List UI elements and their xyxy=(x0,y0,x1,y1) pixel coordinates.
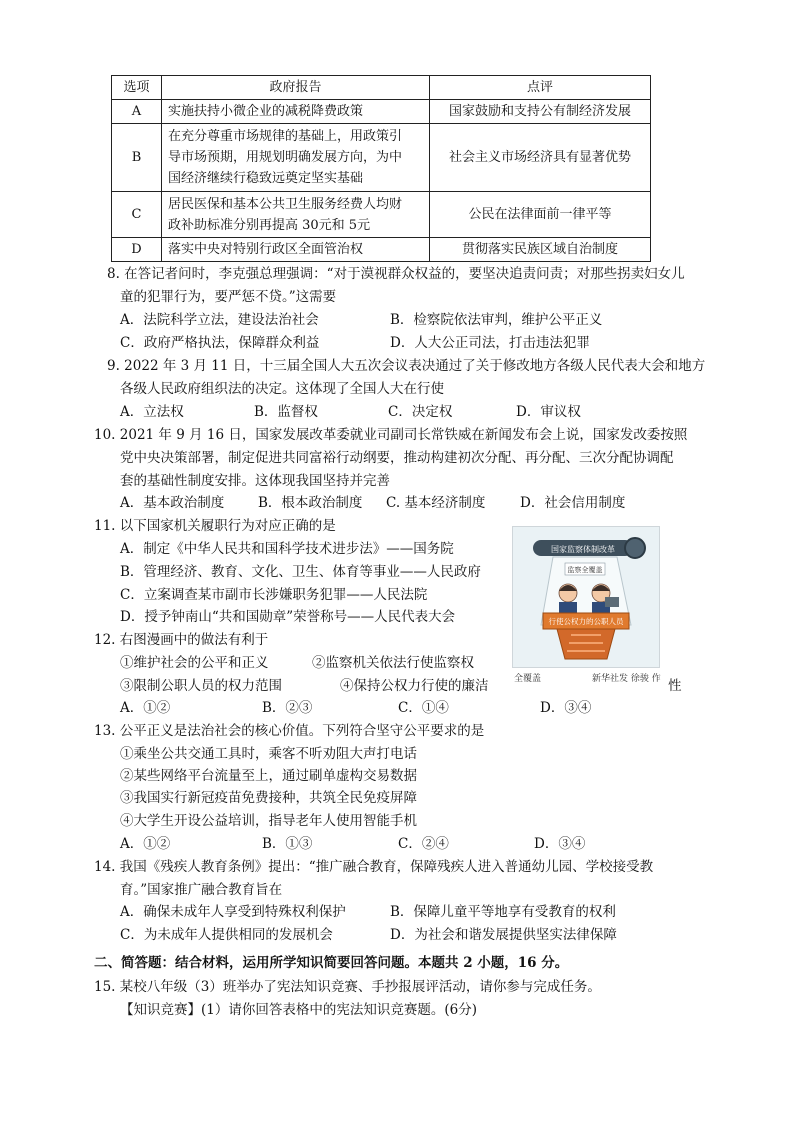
table-cell-comment: 贯彻落实民族区域自治制度 xyxy=(430,238,651,262)
q12-item-3: ③限制公职人员的权力范围 xyxy=(120,678,282,694)
q10-stem-line: 10. 2021 年 9 月 16 日，国家发展改革委就业司副司长常铁威在新闻发布会上说，国家发改委按照 xyxy=(94,427,688,443)
q13-stem: 13. 公平正义是法治社会的核心价值。下列符合坚守公平要求的是 xyxy=(94,723,485,739)
cartoon-drawing xyxy=(513,527,659,667)
q9-option-c: C．决定权 xyxy=(388,404,453,420)
q13-item-4: ④大学生开设公益培训，指导老年人使用智能手机 xyxy=(120,813,417,829)
table-cell-comment: 社会主义市场经济具有显著优势 xyxy=(430,124,651,192)
question-table xyxy=(111,75,651,262)
sign-label: 监察全覆盖 xyxy=(567,566,603,574)
q13-item-3: ③我国实行新冠疫苗免费接种，共筑全民免疫屏障 xyxy=(120,790,417,806)
banner-label: 行使公权力的公职人员 xyxy=(548,617,624,626)
table-cell-comment: 国家鼓励和支持公有制经济发展 xyxy=(430,100,651,124)
q9-stem-line: 9. 2022 年 3 月 11 日，十三届全国人大五次会议表决通过了关于修改地方各级人民代表大会和地方 xyxy=(107,358,706,374)
q13-item-1: ①乘坐公共交通工具时，乘客不听劝阻大声打电话 xyxy=(120,746,417,762)
q13-option-a: A．①② xyxy=(120,836,171,852)
table-cell-option: C xyxy=(112,192,162,238)
q8-option-d: D．人大公正司法，打击违法犯罪 xyxy=(390,335,590,351)
table-row xyxy=(112,124,651,192)
q10-option-c: C. 基本经济制度 xyxy=(386,495,486,511)
table-header-row xyxy=(112,76,651,100)
q8-stem-line: 8. 在答记者问时，李克强总理强调：“对于漠视群众权益的，要坚决追责问责；对那些拐卖妇女儿 xyxy=(107,266,685,282)
q9-option-d: D．审议权 xyxy=(516,404,581,420)
q12-item-tail: 性 xyxy=(668,678,682,694)
q10-stem-line: 党中央决策部署，制定促进共同富裕行动纲要，推动构建初次分配、再分配、三次分配协调配 xyxy=(120,450,674,466)
q14-option-a: A．确保未成年人享受到特殊权利保护 xyxy=(120,904,346,920)
q9-option-b: B．监督权 xyxy=(254,404,318,420)
q12-option-d: D．③④ xyxy=(540,700,592,716)
table-row xyxy=(112,192,651,238)
q11-option-c: C．立案调查某市副市长涉嫌职务犯罪——人民法院 xyxy=(120,587,428,603)
q8-stem-line: 童的犯罪行为，要严惩不贷。”这需要 xyxy=(120,289,337,305)
report-line: 政补助标准分别再提高 30元和 5元 xyxy=(168,217,371,233)
table-cell-option: D xyxy=(112,238,162,262)
table-cell-option: B xyxy=(112,124,162,192)
q13-option-c: C．②④ xyxy=(398,836,449,852)
table-cell-report xyxy=(162,238,430,262)
q12-stem: 12. 右图漫画中的做法有利于 xyxy=(94,632,269,648)
report-line: 导市场预期，用规划明确发展方向，为中 xyxy=(168,150,403,165)
q9-stem-line: 各级人民政府组织法的决定。这体现了全国人大在行使 xyxy=(120,381,444,397)
q10-option-b: B．根本政治制度 xyxy=(258,495,363,511)
q14-option-d: D．为社会和谐发展提供坚实法律保障 xyxy=(390,927,617,943)
report-line: 实施扶持小微企业的减税降费政策 xyxy=(168,104,364,119)
cartoon-image xyxy=(512,526,660,668)
table-header: 选项 xyxy=(112,76,162,100)
q11-option-a: A．制定《中华人民共和国科学技术进步法》——国务院 xyxy=(120,541,454,557)
cartoon-caption: 全覆盖 xyxy=(514,674,542,684)
q12-option-c: C．①④ xyxy=(398,700,449,716)
q13-option-d: D．③④ xyxy=(534,836,586,852)
table-row xyxy=(112,238,651,262)
q14-option-b: B．保障儿童平等地享有受教育的权利 xyxy=(390,904,616,920)
report-line: 在充分尊重市场规律的基础上，用政策引 xyxy=(168,129,403,144)
q15-subtask: 【知识竞赛】(1）请你回答表格中的宪法知识竞赛题。(6分) xyxy=(120,1002,477,1018)
table-cell-report xyxy=(162,100,430,124)
q11-stem: 11. 以下国家机关履职行为对应正确的是 xyxy=(94,518,336,534)
q12-item-4: ④保持公权力行使的廉洁 xyxy=(340,678,489,694)
table-header: 点评 xyxy=(430,76,651,100)
q10-option-a: A．基本政治制度 xyxy=(120,495,225,511)
table-row xyxy=(112,100,651,124)
q10-option-d: D．社会信用制度 xyxy=(520,495,626,511)
q14-option-c: C．为未成年人提供相同的发展机会 xyxy=(120,927,333,943)
q9-option-a: A．立法权 xyxy=(120,404,184,420)
report-line: 落实中央对特别行政区全面管治权 xyxy=(168,242,364,257)
table-cell-comment: 公民在法律面前一律平等 xyxy=(430,192,651,238)
lens-label: 国家监察体制改革 xyxy=(551,545,615,554)
table-cell-report xyxy=(162,192,430,238)
q8-option-b: B．检察院依法审判，维护公平正义 xyxy=(390,312,603,328)
report-line: 国经济继续行稳致远奠定坚实基础 xyxy=(168,171,364,186)
q12-option-a: A．①② xyxy=(120,700,171,716)
q11-option-b: B．管理经济、教育、文化、卫生、体育等事业——人民政府 xyxy=(120,564,481,580)
q8-option-c: C．政府严格执法，保障群众利益 xyxy=(120,335,320,351)
q14-stem-line: 育。”国家推广融合教育旨在 xyxy=(120,882,283,898)
section-heading: 二、简答题：结合材料，运用所学知识简要回答问题。本题共 2 小题，16 分。 xyxy=(94,955,569,971)
table-header: 政府报告 xyxy=(162,76,430,100)
q13-item-2: ②某些网络平台流量至上，通过刷单虚构交易数据 xyxy=(120,768,417,784)
cartoon-credit: 新华社发 徐骏 作 xyxy=(592,674,661,684)
table-cell-report xyxy=(162,124,430,192)
q12-item-1: ①维护社会的公平和正义 xyxy=(120,655,269,671)
q15-stem: 15. 某校八年级（3）班举办了宪法知识竞赛、手抄报展评活动，请你参与完成任务。 xyxy=(94,979,601,995)
q11-option-d: D．授予钟南山“共和国勋章”荣誉称号——人民代表大会 xyxy=(120,609,456,625)
q12-item-2: ②监察机关依法行使监察权 xyxy=(312,655,474,671)
q8-option-a: A．法院科学立法，建设法治社会 xyxy=(120,312,319,328)
table-cell-option: A xyxy=(112,100,162,124)
q14-stem-line: 14. 我国《残疾人教育条例》提出：“推广融合教育，保障残疾人进入普通幼儿园、学校接受教 xyxy=(94,859,654,875)
q10-stem-line: 套的基础性制度安排。这体现我国坚持并完善 xyxy=(120,473,390,489)
q12-option-b: B．②③ xyxy=(262,700,313,716)
report-line: 居民医保和基本公共卫生服务经费人均财 xyxy=(168,196,403,212)
q13-option-b: B．①③ xyxy=(262,836,313,852)
